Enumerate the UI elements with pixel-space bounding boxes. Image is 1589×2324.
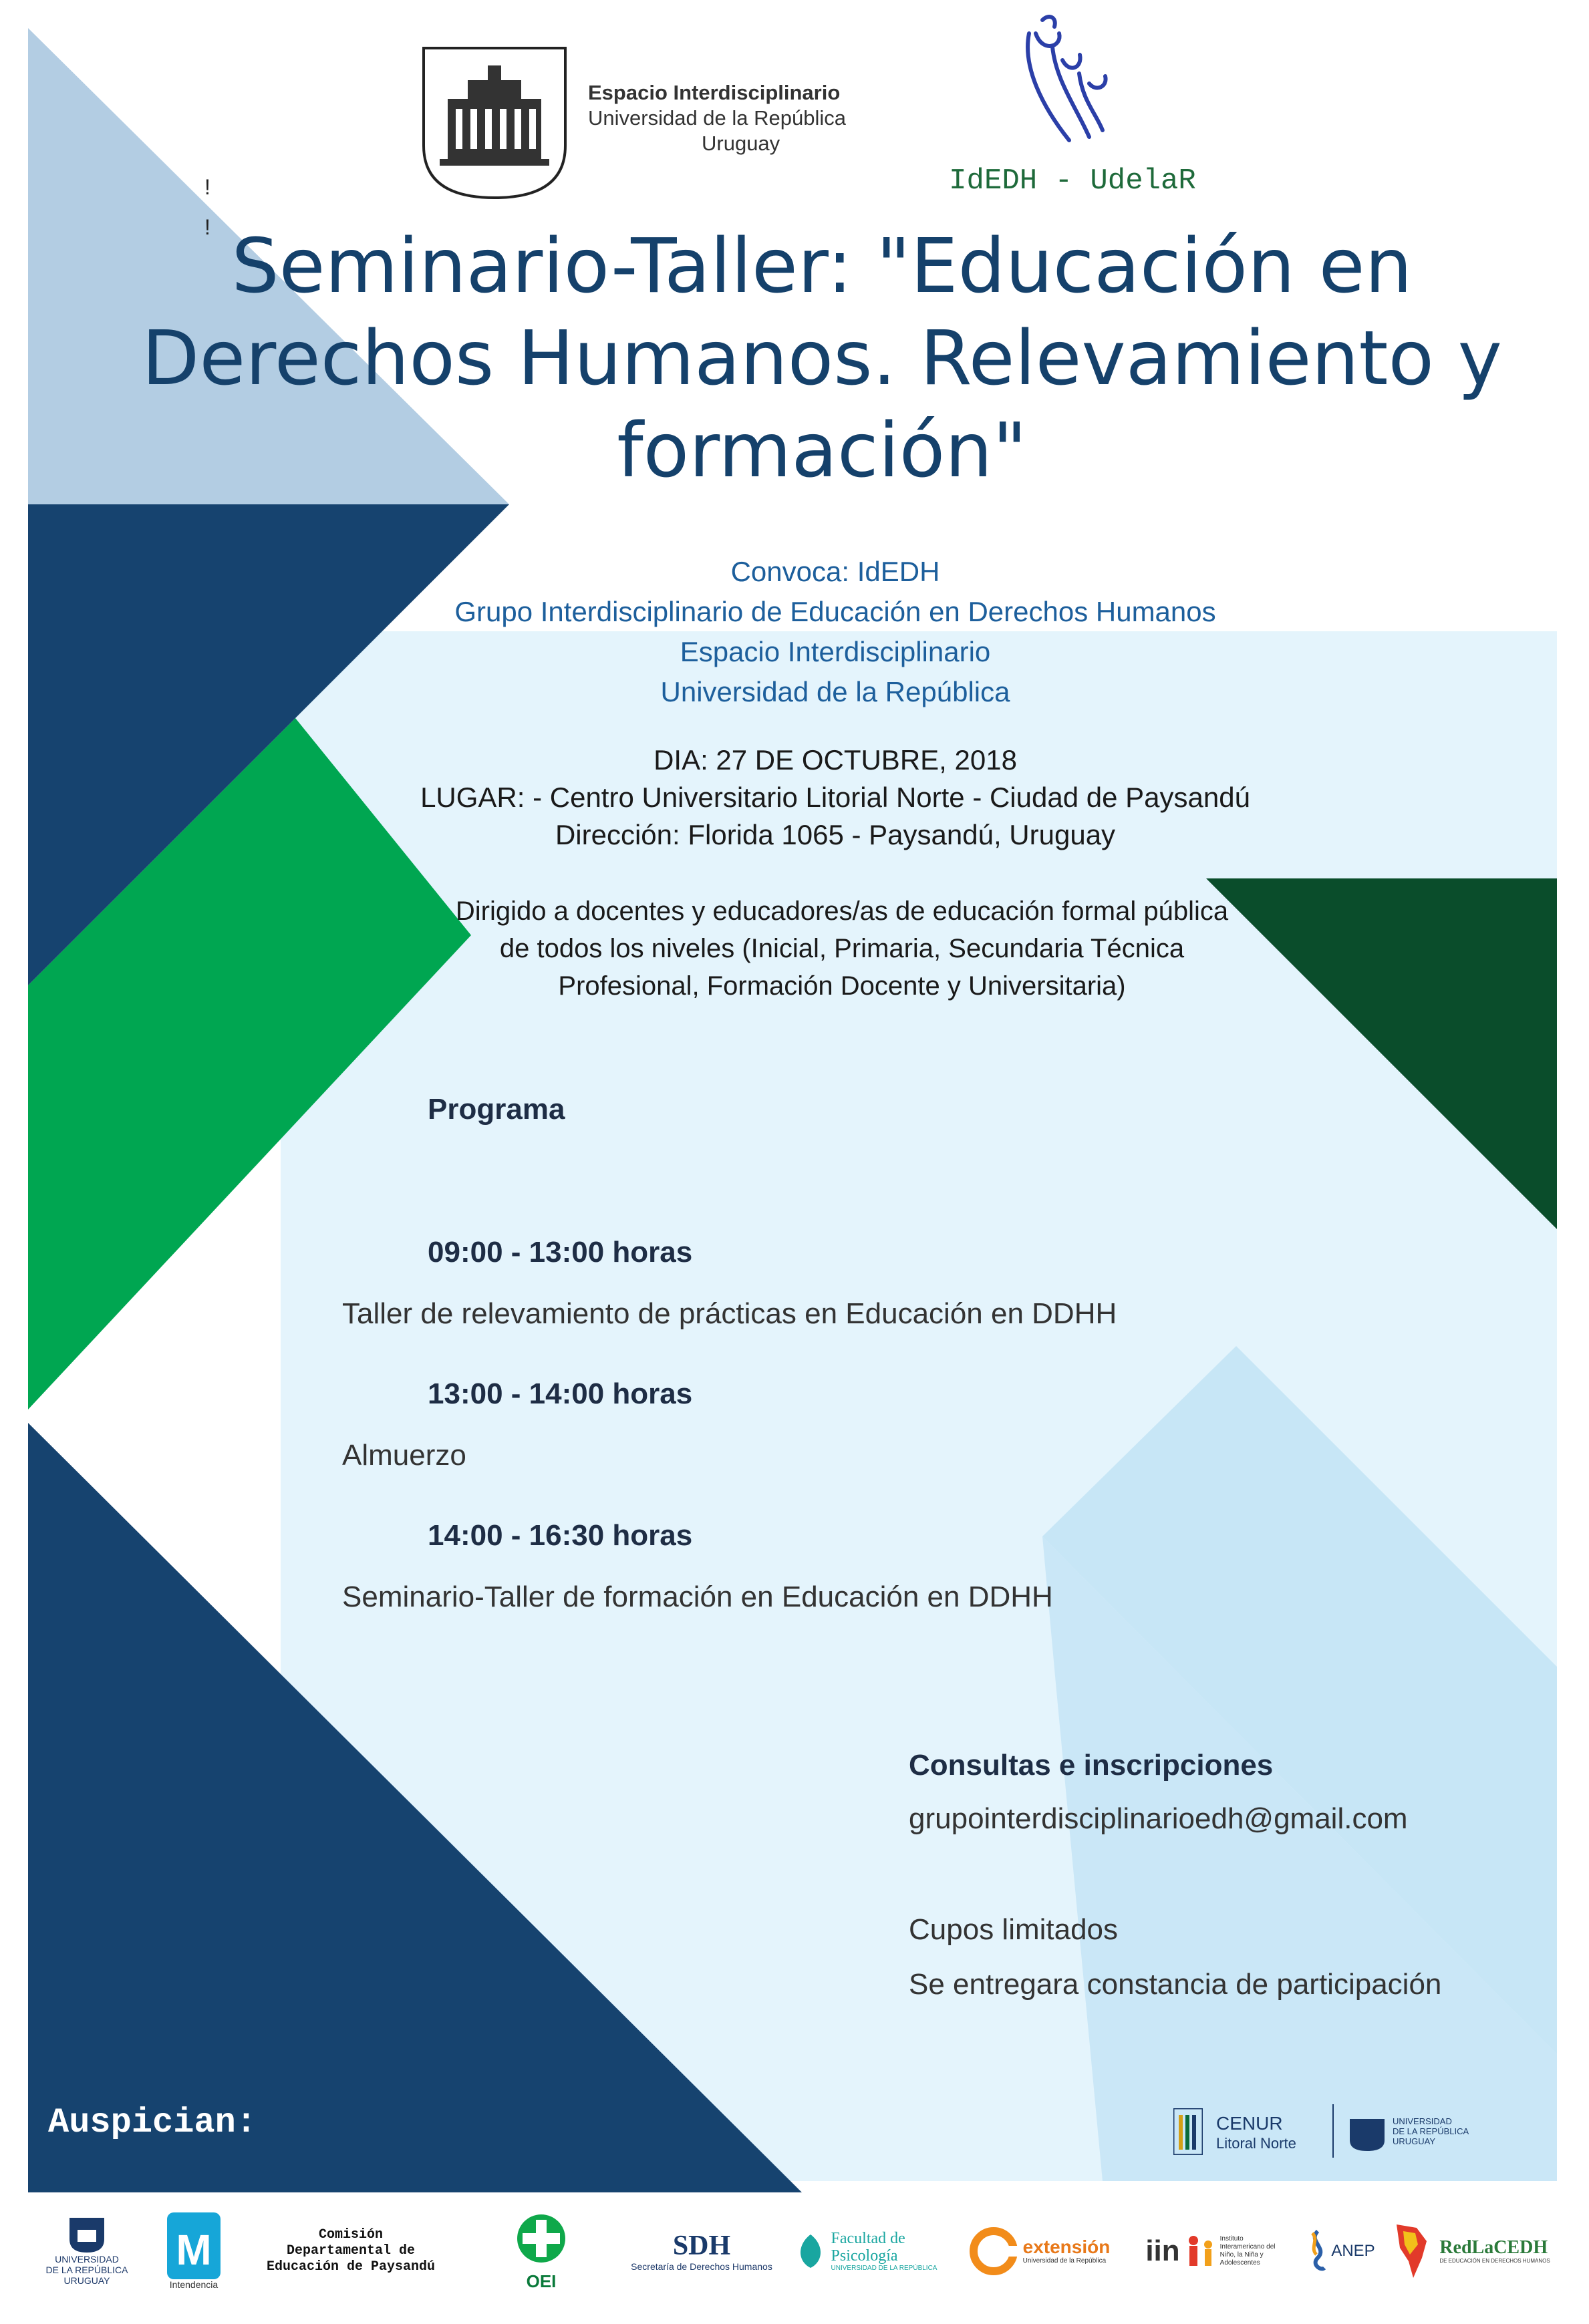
program-time-1: 09:00 - 13:00 horas [428, 1236, 693, 1269]
org-line-1: Espacio Interdisciplinario [588, 81, 841, 104]
sponsor-udelar [40, 2198, 134, 2305]
contact-email: grupointerdisciplinarioedh@gmail.com [909, 1802, 1408, 1835]
udelar-small-icon [1348, 2118, 1386, 2152]
stray-mark-1: ! [204, 175, 210, 199]
program-heading: Programa [428, 1093, 565, 1126]
sponsor-intendencia [147, 2198, 241, 2305]
org-line-3: Uruguay [702, 132, 780, 155]
sponsor-udelar-1: UNIVERSIDAD [55, 2254, 119, 2265]
sponsor-comision-1: Comisión [318, 2227, 383, 2243]
iin-figures-icon [1180, 2231, 1220, 2271]
cenur-bars-icon [1173, 2108, 1203, 2155]
convoca-line-3: Espacio Interdisciplinario [680, 636, 991, 667]
program-time-2: 13:00 - 14:00 horas [428, 1377, 693, 1410]
sponsor-psico-1: Facultad de [831, 2230, 905, 2247]
udelar-small-line-1: UNIVERSIDAD [1393, 2116, 1452, 2126]
sponsor-sdh-2: Secretaría de Derechos Humanos [631, 2261, 772, 2272]
extension-ring-icon [968, 2226, 1019, 2277]
title-line-2: Derechos Humanos. Relevamiento y [142, 315, 1502, 402]
sponsor-ext-2: Universidad de la República [1022, 2257, 1107, 2265]
idedh-spiral-logo [1016, 7, 1123, 160]
title-line-1: Seminario-Taller: "Educación en [231, 223, 1413, 310]
sponsor-comision-3: Educación de Paysandú [266, 2259, 436, 2275]
stray-mark-2: ! [204, 215, 210, 239]
sponsor-psico-3: UNIVERSIDAD DE LA REPÚBLICA [831, 2265, 937, 2272]
program-activity-3: Seminario-Taller de formación en Educación en DDHH [342, 1581, 1053, 1613]
program-activity-2: Almuerzo [342, 1439, 466, 1472]
udelar-shield-icon [68, 2216, 106, 2254]
sponsors-label: Auspician: [48, 2103, 257, 2142]
convoca-line-2: Grupo Interdisciplinario de Educación en Derechos Humanos [454, 596, 1216, 627]
sponsor-oei [474, 2198, 608, 2305]
page-title [120, 220, 1524, 497]
latin-america-map-icon [1390, 2221, 1437, 2281]
event-address: Dirección: Florida 1065 - Paysandú, Uruguay [555, 819, 1116, 850]
sponsor-redla-2: DE EDUCACIÓN EN DERECHOS HUMANOS [1439, 2258, 1550, 2264]
contact-note-1: Cupos limitados [909, 1913, 1119, 1946]
idedh-udelar-label: IdEDH - UdelaR [949, 164, 1196, 198]
contact-note-2: Se entregara constancia de participación [909, 1968, 1442, 2001]
sponsor-anep-label: ANEP [1331, 2242, 1375, 2260]
sponsor-sdh [628, 2198, 775, 2305]
cenur-line-1: CENUR [1216, 2113, 1283, 2134]
psicologia-leaf-icon [794, 2231, 827, 2271]
sponsor-redlacedh [1390, 2198, 1550, 2305]
intendencia-m-icon [167, 2212, 221, 2279]
oei-cross-icon [515, 2212, 568, 2272]
udelar-building-logo [421, 45, 568, 200]
sponsor-comision-2: Departamental de [286, 2243, 416, 2259]
sponsor-sdh-1: SDH [672, 2230, 731, 2261]
cenur-line-2: Litoral Norte [1216, 2135, 1296, 2152]
anep-swirl-icon [1304, 2228, 1331, 2275]
title-line-3: formación" [617, 407, 1027, 494]
sponsor-udelar-2: DE LA REPÚBLICA [45, 2265, 128, 2275]
sponsor-oei-label: OEI [526, 2271, 557, 2291]
sponsor-ext-1: extensión [1022, 2236, 1111, 2257]
convoca-line-4: Universidad de la República [660, 676, 1010, 707]
sponsor-iin-2: Instituto Interamericano del Niño, la Niña y Adolescentes [1219, 2235, 1276, 2267]
sponsor-psicologia [788, 2198, 942, 2305]
sponsor-iin [1136, 2198, 1290, 2305]
sponsor-iin-1: iin [1145, 2234, 1180, 2267]
convoca-block [334, 552, 1336, 712]
org-block [588, 80, 909, 156]
udelar-small-line-3: URUGUAY [1393, 2136, 1436, 2146]
audience-block [374, 892, 1310, 1005]
sponsor-psico-2: Psicología [831, 2247, 898, 2265]
event-details [321, 741, 1350, 854]
sponsor-extension [956, 2198, 1123, 2305]
event-place: LUGAR: - Centro Universitario Litorial Norte - Ciudad de Paysandú [420, 782, 1250, 813]
convoca-line-1: Convoca: IdEDH [730, 556, 940, 587]
audience-line-1: Dirigido a docentes y educadores/as de educación formal pública [455, 896, 1229, 926]
sponsor-anep [1296, 2198, 1383, 2305]
contact-heading: Consultas e inscripciones [909, 1749, 1274, 1782]
sponsor-redla-1: RedLaCEDH [1439, 2237, 1548, 2258]
sponsor-comision [241, 2198, 461, 2305]
event-date: DIA: 27 DE OCTUBRE, 2018 [654, 744, 1017, 776]
cenur-logo [1173, 2104, 1548, 2164]
audience-line-3: Profesional, Formación Docente y Universitaria) [558, 971, 1126, 1001]
udelar-small-line-2: DE LA REPÚBLICA [1393, 2126, 1469, 2136]
program-time-3: 14:00 - 16:30 horas [428, 1519, 693, 1552]
sponsor-udelar-3: URUGUAY [63, 2275, 110, 2286]
org-line-2: Universidad de la República [588, 106, 847, 130]
sponsor-intendencia-label: Intendencia [169, 2279, 219, 2290]
program-activity-1: Taller de relevamiento de prácticas en Educación en DDHH [342, 1297, 1117, 1330]
svg-text:M: M [176, 2226, 212, 2274]
audience-line-2: de todos los niveles (Inicial, Primaria, Secundaria Técnica [499, 934, 1185, 963]
sponsors-row [27, 2198, 1564, 2318]
